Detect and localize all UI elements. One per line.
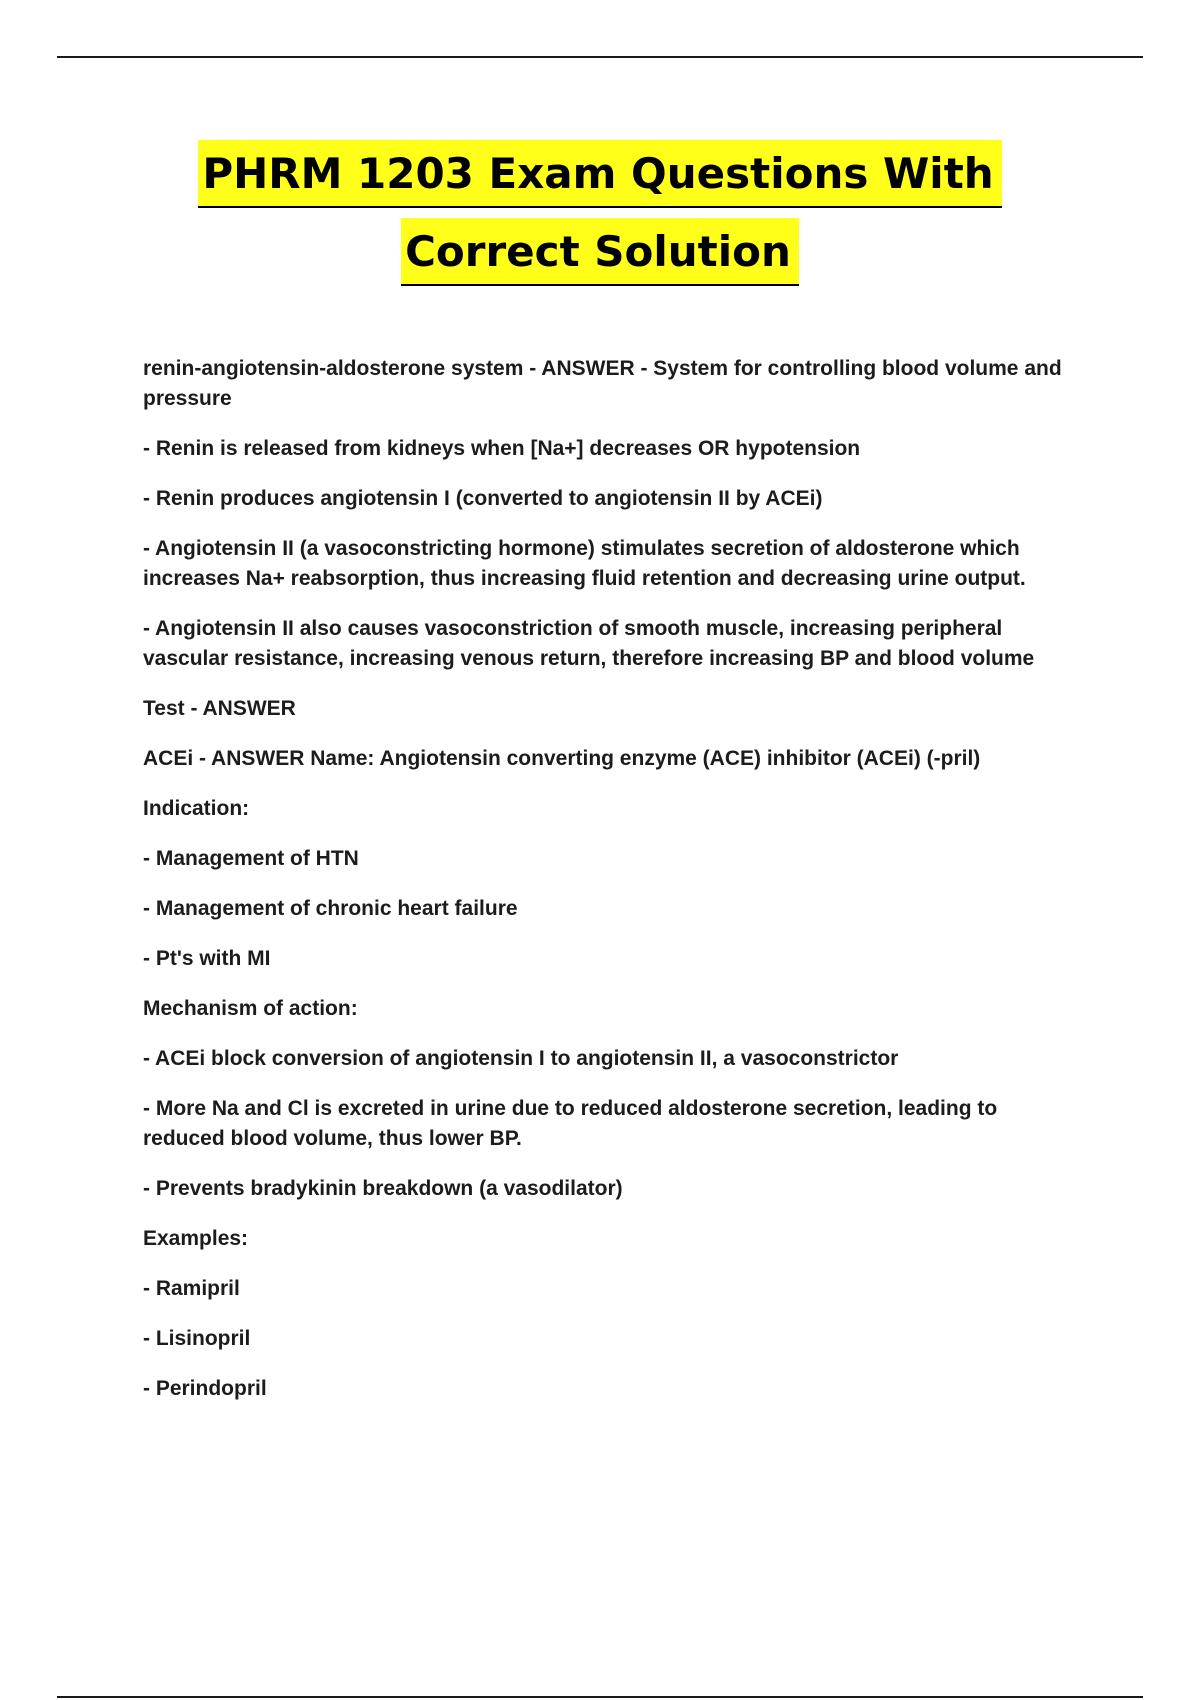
- paragraph-angiotensin-aldosterone: - Angiotensin II (a vasoconstricting hormone) stimulates secretion of aldosterone which increases Na+ reabsorption, thus increasing fluid retention and decreasing urine output.: [143, 537, 1026, 590]
- top-rule: [57, 56, 1143, 58]
- paragraph-indication-mi: - Pt's with MI: [143, 947, 271, 970]
- paragraph-mechanism-heading: Mechanism of action:: [143, 997, 358, 1020]
- paragraph-mechanism-excretion: - More Na and Cl is excreted in urine due to reduced aldosterone secretion, leading to reduced blood volume, thus lower BP.: [143, 1097, 998, 1150]
- paragraph-example-ramipril: - Ramipril: [143, 1277, 240, 1300]
- paragraph-indication-heading: Indication:: [143, 797, 250, 820]
- document-body: [143, 354, 1083, 1424]
- paragraph-mechanism-bradykinin: - Prevents bradykinin breakdown (a vasodilator): [143, 1177, 623, 1200]
- paragraph-acei-name: ACEi - ANSWER Name: Angiotensin converting enzyme (ACE) inhibitor (ACEi) (-pril): [143, 747, 981, 770]
- paragraph-example-perindopril: - Perindopril: [143, 1377, 267, 1400]
- paragraph-angiotensin-vasoconstriction: - Angiotensin II also causes vasoconstriction of smooth muscle, increasing peripheral vascular resistance, increasing venous return, therefore increasing BP and blood volume: [143, 617, 1035, 670]
- paragraph-raas-definition: renin-angiotensin-aldosterone system - ANSWER - System for controlling blood volume and pressure: [143, 357, 1062, 410]
- paragraph-renin-produces: - Renin produces angiotensin I (converted to angiotensin II by ACEi): [143, 487, 823, 510]
- bottom-rule: [57, 1696, 1143, 1698]
- title-line-2: Correct Solution: [401, 218, 799, 286]
- paragraph-mechanism-block: - ACEi block conversion of angiotensin I to angiotensin II, a vasoconstrictor: [143, 1047, 899, 1070]
- paragraph-indication-heart-failure: - Management of chronic heart failure: [143, 897, 518, 920]
- document-title: [0, 140, 1200, 286]
- paragraph-indication-htn: - Management of HTN: [143, 847, 359, 870]
- paragraph-example-lisinopril: - Lisinopril: [143, 1327, 251, 1350]
- paragraph-test-answer: Test - ANSWER: [143, 697, 296, 720]
- paragraph-examples-heading: Examples:: [143, 1227, 249, 1250]
- paragraph-renin-release: - Renin is released from kidneys when [Na+] decreases OR hypotension: [143, 437, 861, 460]
- title-line-1: PHRM 1203 Exam Questions With: [198, 140, 1001, 208]
